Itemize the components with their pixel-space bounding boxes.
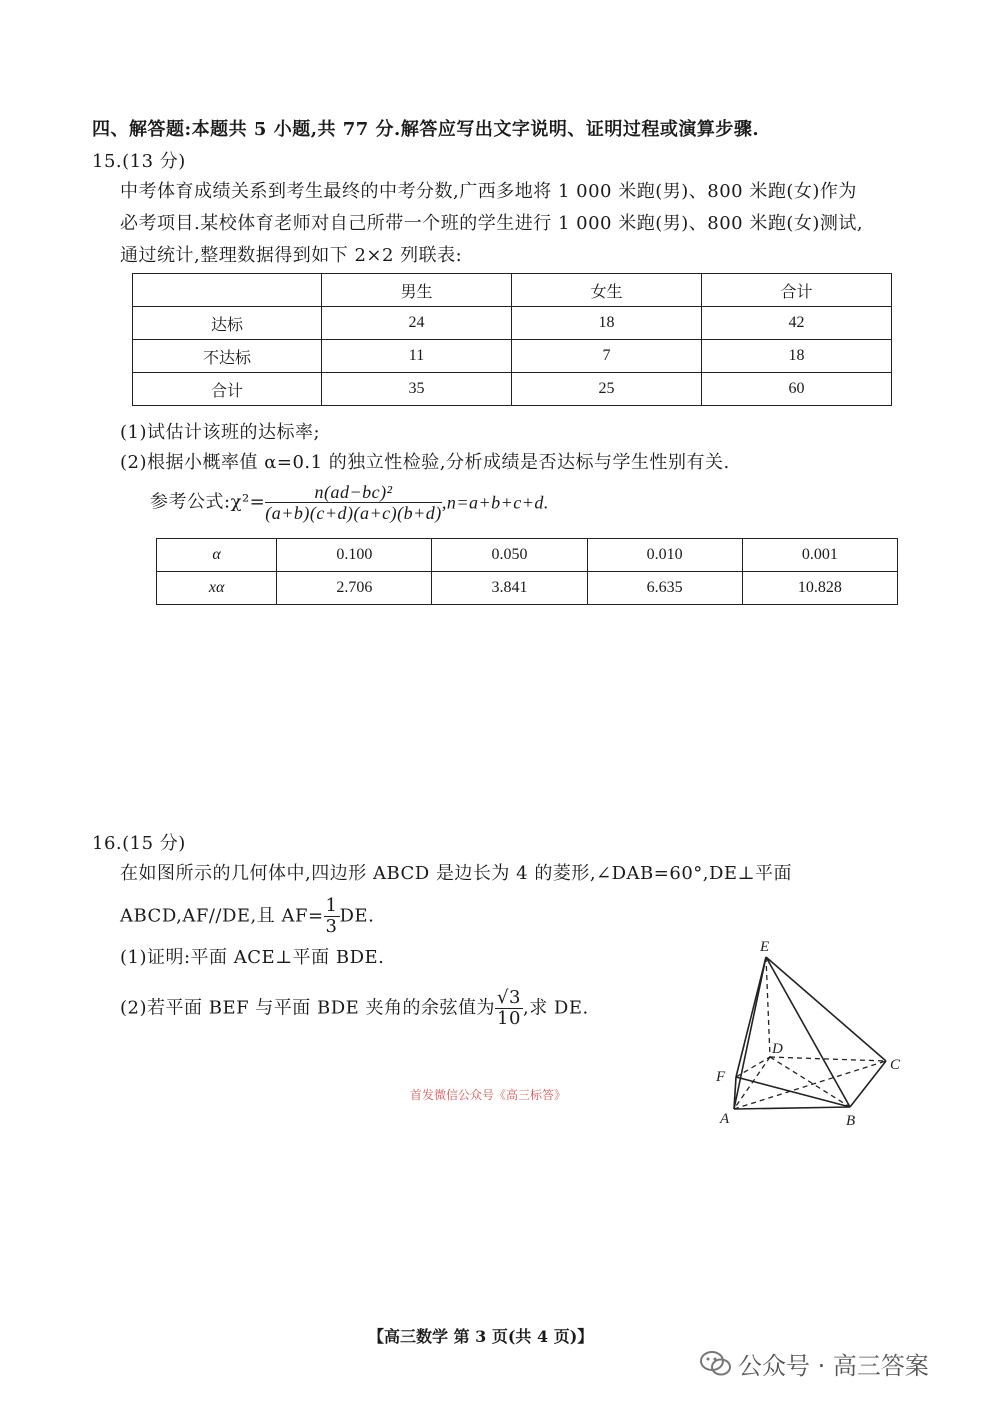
vertex-label-D: D [772,1041,783,1057]
red-watermark: 首发微信公众号《高三标答》 [410,1088,567,1102]
table-cell: 0.050 [432,539,587,572]
edge-DC-hidden [770,1057,886,1061]
section-heading: 四、解答题:本题共 5 小题,共 77 分.解答应写出文字说明、证明过程或演算步骤. [92,119,760,140]
table-cell: α [157,539,277,572]
vertex-label-C: C [890,1057,901,1073]
vertex-label-B: B [846,1113,856,1129]
formula-denominator: (a+b)(c+d)(a+c)(b+d) [265,503,442,523]
table-header-cell [133,274,322,307]
table-cell: 不达标 [133,340,322,373]
q15-intro-line-2: 必考项目.某校体育老师对自己所带一个班的学生进行 1 000 米跑(男)、800 米跑(女)测试, [120,213,864,234]
formula-numerator: n(ad−bc)² [265,482,442,503]
edge-EC [766,957,886,1061]
table-cell: 0.010 [587,539,742,572]
table-cell: 7 [511,340,701,373]
q16-fraction [324,896,340,937]
table-cell: 42 [701,307,891,340]
q16-line-1: 在如图所示的几何体中,四边形 ABCD 是边长为 4 的菱形,∠DAB=60°,DE⊥平面 [120,863,792,884]
q16-line-2-tail: DE. [339,905,375,927]
critical-value-table [156,538,898,605]
table-cell: 3.841 [432,572,587,605]
table-row [133,340,892,373]
table-cell: 0.001 [742,539,897,572]
edge-ED-hidden [766,957,770,1057]
table-row [157,572,898,605]
edge-EA [734,957,766,1109]
vertex-label-E: E [760,939,770,955]
table-cell: 合计 [133,373,322,406]
table-cell: xα [157,572,277,605]
edge-BC [850,1061,886,1107]
edge-EB [766,957,850,1107]
q15-part-2: (2)根据小概率值 α=0.1 的独立性检验,分析成绩是否达标与学生性别有关. [120,452,730,473]
contingency-table [132,273,892,406]
table-cell: 达标 [133,307,322,340]
q16-part-2-text: (2)若平面 BEF 与平面 BDE 夹角的余弦值为 [120,997,496,1019]
table-header-row [133,274,892,307]
geometry-figure [700,935,920,1135]
q16-part-2 [120,988,589,1029]
vertex-label-F: F [716,1069,726,1085]
q16-part-1: (1)证明:平面 ACE⊥平面 BDE. [120,947,385,968]
fraction-denominator: 3 [325,916,338,937]
reference-formula [150,482,549,523]
q15-intro-line-3: 通过统计,整理数据得到如下 2×2 列联表: [120,245,463,266]
fraction-denominator: 10 [497,1008,521,1029]
fraction-numerator: 1 [325,895,338,916]
table-cell: 6.635 [587,572,742,605]
q15-part-1: (1)试估计该班的达标率; [120,422,321,443]
q16-line-2 [120,896,374,937]
q15-intro-line-1: 中考体育成绩关系到考生最终的中考分数,广西多地将 1 000 米跑(男)、800 米跑(女)作为 [120,181,857,202]
edge-AB [734,1107,850,1109]
wechat-icon [700,1350,732,1378]
table-cell: 18 [511,307,701,340]
table-cell: 10.828 [742,572,897,605]
table-header-cell: 女生 [511,274,701,307]
table-cell: 0.100 [277,539,432,572]
q16-line-2-text: ABCD,AF//DE,且 AF= [120,905,324,927]
q16-part-2-tail: ,求 DE. [522,997,589,1019]
table-cell: 18 [701,340,891,373]
formula-label: 参考公式:χ²= [150,491,266,513]
brand-watermark [700,1346,929,1381]
table-cell: 24 [322,307,512,340]
q16-part-2-fraction [495,988,523,1029]
vertex-label-A: A [720,1111,730,1127]
table-row [157,539,898,572]
q16-number: 16.(15 分) [92,833,186,854]
table-header-cell: 男生 [322,274,512,307]
table-cell: 35 [322,373,512,406]
brand-text: 公众号 · 高三答案 [738,1352,929,1380]
q15-number: 15.(13 分) [92,151,186,172]
table-header-cell: 合计 [701,274,891,307]
formula-tail: ,n=a+b+c+d. [441,492,549,513]
fraction-numerator: √3 [497,987,521,1008]
table-cell: 25 [511,373,701,406]
table-cell: 60 [701,373,891,406]
table-cell: 11 [322,340,512,373]
edge-DB-hidden [770,1057,850,1107]
table-row [133,373,892,406]
formula-fraction [265,482,442,523]
table-cell: 2.706 [277,572,432,605]
page-footer: 【高三数学 第 3 页(共 4 页)】 [368,1327,594,1346]
table-row [133,307,892,340]
edge-AC-hidden [734,1061,886,1109]
